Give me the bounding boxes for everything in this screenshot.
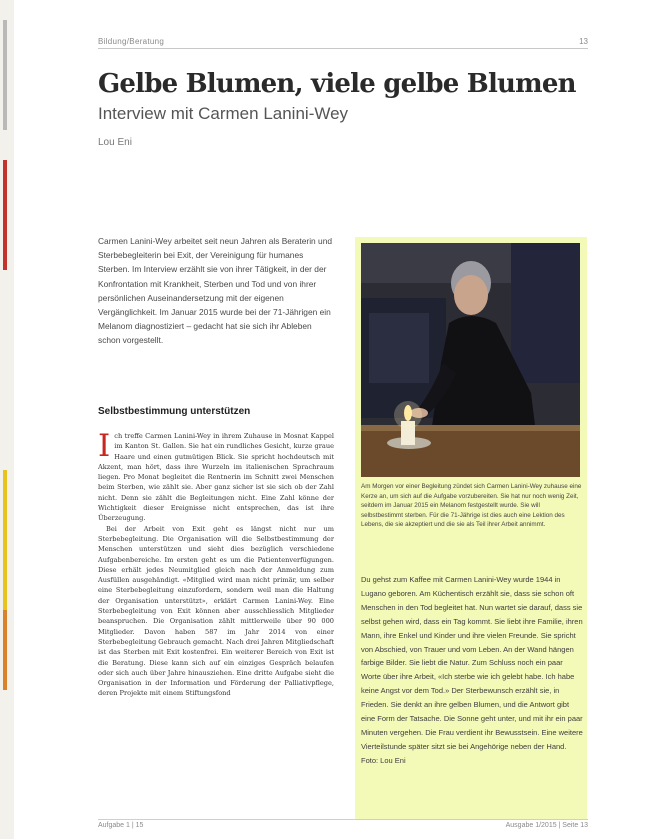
article-body bbox=[98, 431, 334, 821]
margin-mark-orange bbox=[3, 610, 7, 690]
footer-right: Ausgabe 1/2015 | Seite 13 bbox=[505, 822, 588, 829]
header-rule bbox=[98, 48, 588, 49]
body-paragraph bbox=[98, 431, 334, 524]
right-column-text: Du gehst zum Kaffee mit Carmen Lanini-Wey wurde 1944 in Lugano geboren. Am Küchentisch erzählt sie, dass sie schon oft Menschen in den Tod begleitet hat. Nun wartet sie darauf, dass sie selbst gehen wird, dass ein Tag kommt. Sie liebt ihre Familie, ihren Mann, ihre Enkel und Kinder und ihre vielen Freunde. Sie spricht von Abschied, von Trauer und vom Leben. An der Wand hängen farbige Bilder. Sie liebt die Natur. Zum Schluss noch ein paar Worte über ihre Arbeit, «Ich sterbe wie ich gelebt habe. Ich habe keine Angst vor dem Tod.» Der Sterbewunsch erzählt sie, in Frieden. Sie denkt an ihre gelben Blumen, und die Antwort gibt eine Form der Tatsache. Die Sonne geht unter, und mit ihr ein paar Minuten vergehen. Die Frau verdient ihr Bewusstsein. Eine weitere Vierteilstunde später sitzt sie bei Angehörige neben der Hand. Foto: Lou Eni bbox=[361, 575, 583, 765]
highlight-column bbox=[355, 237, 587, 819]
photo-caption: Am Morgen vor einer Begleitung zündet sich Carmen Lanini-Wey zuhause eine Kerze an, um sich auf die Aufgabe vorzubereiten. Sie hat nur noch wenig Zeit, seitdem im Januar 2015 ein Melanom festgestellt wurde. Sie will selbstbestimmt sterben. Für die 71-Jährige ist dies auch eine Lektion des Lebens, die sie akzeptiert und die sie als Teil ihrer Arbeit annimmt. bbox=[361, 483, 582, 529]
portrait-photo bbox=[361, 243, 580, 477]
article-author: Lou Eni bbox=[98, 137, 132, 148]
article-title: Gelbe Blumen, viele gelbe Blumen bbox=[98, 69, 576, 99]
footer-rule bbox=[98, 819, 588, 820]
margin-mark-red bbox=[3, 160, 7, 270]
footer-left: Aufgabe 1 | 15 bbox=[98, 822, 144, 829]
section-label: Bildung/Beratung bbox=[98, 37, 165, 46]
body-paragraph-text: ch treffe Carmen Lanini-Wey in ihrem Zuhause in Mosnat Kappel im Kanton St. Gallen. Sie hat ein rundliches Gesicht, kurze graue Haare und einen gutmütigen Blick. Sie spricht hochdeutsch mit Akzent, man hört, dass ihre Wurzeln im italienischen Sprachraum liegen. Pro Monat begleitet die Rentnerin im Schnitt zwei Menschen beim Sterben, wie zählt sie. Aber ganz sicher ist sie sich ob der Zahl nicht. Denn sie zählt die Begleitungen nicht. Eine Zahl könne der Wichtigkeit dieser Ereignisse nicht entsprechen, das ist ihre Überzeugung. bbox=[98, 432, 334, 523]
article-lead: Carmen Lanini-Wey arbeitet seit neun Jahren als Beraterin und Sterbebegleiterin bei Exit, der Vereinigung für humanes Sterben. Im Interview erzählt sie von ihrer Tätigkeit, in der der Konfrontation mit Krankheit, Sterben und Tod und von ihrer persönlichen Auseinandersetzung mit der eigenen Vergänglichkeit. Im Januar 2015 wurde bei der 71-Jährigen ein Melanom diagnostiziert – gedacht hat sie sich ihr Ableben schon vorgestellt. bbox=[98, 236, 333, 346]
margin-mark-yellow bbox=[3, 470, 7, 610]
drop-cap: I bbox=[98, 431, 111, 464]
body-paragraph: Bei der Arbeit von Exit geht es längst nicht nur um Sterbebegleitung. Die Organisation will die Selbstbestimmung der Menschen unterstützen und sieht dies bezüglich verschiedene Aufgabenbereiche. Im ersten geht es um die Patientenverfügungen. Diese erhält jedes Neumitglied gleich nach der Anmeldung zum Ausfüllen ausgehändigt. «Mitglied wird man nicht primär, um selber eine Sterbebegleitung einzufordern, sondern weil man die Haltung der Organisation unterstützt», erklärt Carmen Lanini-Wey. Eine Sterbebegleitung von Exit können aber ausschliesslich Mitglieder beanspruchen. Die Organisation zählt mittlerweile über 90 000 Mitglieder. Davon haben 587 im Jahr 2014 von einer Sterbebegleitung Gebrauch gemacht. Nach drei Jahren Mitgliedschaft ist das Sterben mit Exit kostenfrei. Ein weiterer Bereich von Exit ist die Beratung. Diese kann sich auf ein einziges Gespräch belaufen oder sich auch über Jahre hinausziehen. Eine dritte Aufgabe sieht die Organisation in der Information und Förderung der Palliativpflege, deren Projekte mit einem Stiftungsfond bbox=[98, 524, 334, 698]
margin-mark-grey bbox=[3, 20, 7, 130]
section-heading: Selbstbestimmung unterstützen bbox=[98, 406, 251, 417]
article-subtitle: Interview mit Carmen Lanini-Wey bbox=[98, 104, 349, 123]
page-number: 13 bbox=[579, 37, 588, 46]
page-edge bbox=[0, 0, 14, 839]
